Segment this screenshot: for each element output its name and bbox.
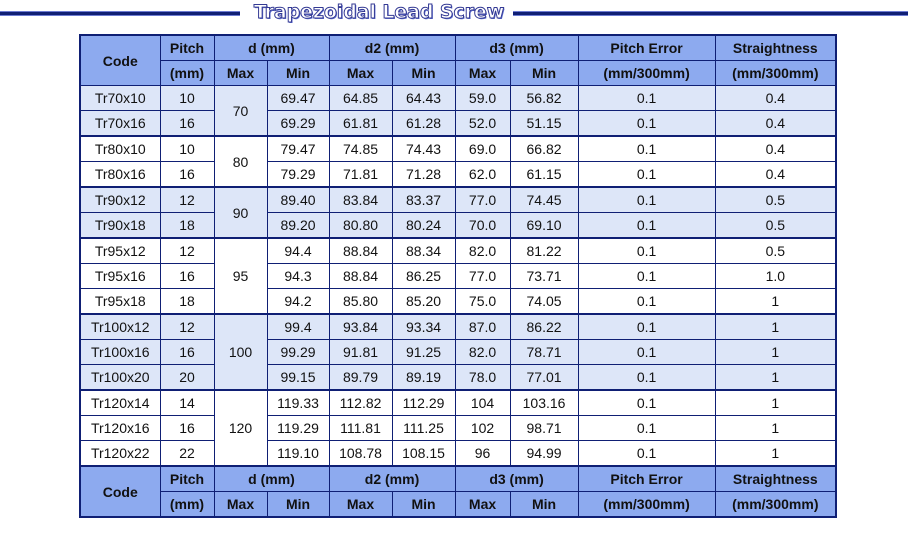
table-row bbox=[80, 390, 836, 416]
cell-straightness: 0.5 bbox=[715, 213, 836, 239]
cell-d2-min: 80.24 bbox=[392, 213, 455, 239]
cell-d2-min: 111.25 bbox=[392, 416, 455, 441]
cell-d-min: 94.4 bbox=[267, 238, 329, 264]
cell-pitch-error: 0.1 bbox=[578, 264, 715, 289]
cell-pitch-error: 0.1 bbox=[578, 340, 715, 365]
cell-pitch-error: 0.1 bbox=[578, 162, 715, 188]
cell-code: Tr120x16 bbox=[80, 416, 160, 441]
cell-code: Tr80x16 bbox=[80, 162, 160, 188]
cell-d3-max: 78.0 bbox=[455, 365, 510, 391]
cell-code: Tr120x14 bbox=[80, 390, 160, 416]
cell-d-max: 80 bbox=[214, 136, 267, 187]
cell-d3-min: 51.15 bbox=[510, 111, 578, 137]
cell-d2-max: 91.81 bbox=[329, 340, 392, 365]
cell-pitch-error: 0.1 bbox=[578, 86, 715, 111]
cell-d3-max: 77.0 bbox=[455, 264, 510, 289]
cell-code: Tr95x16 bbox=[80, 264, 160, 289]
cell-d2-max: 64.85 bbox=[329, 86, 392, 111]
lead-screw-table bbox=[79, 34, 837, 518]
table-row bbox=[80, 86, 836, 111]
cell-pitch-error: 0.1 bbox=[578, 187, 715, 213]
cell-d-min: 99.15 bbox=[267, 365, 329, 391]
cell-d-min: 79.47 bbox=[267, 136, 329, 162]
cell-pitch: 18 bbox=[160, 213, 214, 239]
cell-d-max: 95 bbox=[214, 238, 267, 314]
cell-straightness: 0.4 bbox=[715, 136, 836, 162]
cell-d2-max: 88.84 bbox=[329, 264, 392, 289]
cell-d3-min: 81.22 bbox=[510, 238, 578, 264]
cell-d-max: 90 bbox=[214, 187, 267, 238]
table-row bbox=[80, 187, 836, 213]
footer-pitch-error: Pitch Error bbox=[578, 466, 715, 492]
header-straightness: Straightness bbox=[715, 35, 836, 61]
cell-d3-min: 66.82 bbox=[510, 136, 578, 162]
cell-pitch-error: 0.1 bbox=[578, 111, 715, 137]
cell-straightness: 0.4 bbox=[715, 86, 836, 111]
footer-straightness-unit: (mm/300mm) bbox=[715, 492, 836, 518]
cell-d-min: 89.20 bbox=[267, 213, 329, 239]
header-pitch-unit: (mm) bbox=[160, 61, 214, 86]
cell-d2-min: 61.28 bbox=[392, 111, 455, 137]
cell-d3-min: 98.71 bbox=[510, 416, 578, 441]
cell-d2-max: 93.84 bbox=[329, 314, 392, 340]
cell-d3-max: 104 bbox=[455, 390, 510, 416]
cell-pitch: 10 bbox=[160, 86, 214, 111]
cell-d2-max: 85.80 bbox=[329, 289, 392, 315]
cell-d2-max: 71.81 bbox=[329, 162, 392, 188]
cell-d2-min: 108.15 bbox=[392, 441, 455, 467]
cell-d3-min: 56.82 bbox=[510, 86, 578, 111]
cell-pitch-error: 0.1 bbox=[578, 213, 715, 239]
cell-straightness: 0.5 bbox=[715, 238, 836, 264]
cell-pitch: 16 bbox=[160, 264, 214, 289]
cell-d2-min: 83.37 bbox=[392, 187, 455, 213]
cell-d3-min: 78.71 bbox=[510, 340, 578, 365]
table-body bbox=[80, 86, 836, 467]
cell-code: Tr100x16 bbox=[80, 340, 160, 365]
header-pitch: Pitch bbox=[160, 35, 214, 61]
cell-d3-min: 74.05 bbox=[510, 289, 578, 315]
cell-d2-max: 83.84 bbox=[329, 187, 392, 213]
cell-d2-max: 80.80 bbox=[329, 213, 392, 239]
title-rule-right bbox=[513, 11, 908, 16]
cell-code: Tr95x12 bbox=[80, 238, 160, 264]
cell-d2-min: 89.19 bbox=[392, 365, 455, 391]
cell-d2-min: 86.25 bbox=[392, 264, 455, 289]
cell-d2-max: 112.82 bbox=[329, 390, 392, 416]
cell-pitch: 12 bbox=[160, 187, 214, 213]
cell-pitch: 16 bbox=[160, 162, 214, 188]
table-row bbox=[80, 264, 836, 289]
cell-code: Tr100x12 bbox=[80, 314, 160, 340]
header-d2-max: Max bbox=[329, 61, 392, 86]
footer-d3: d3 (mm) bbox=[455, 466, 578, 492]
header-d2-min: Min bbox=[392, 61, 455, 86]
cell-straightness: 1 bbox=[715, 441, 836, 467]
footer-d-max: Max bbox=[214, 492, 267, 518]
cell-d3-max: 77.0 bbox=[455, 187, 510, 213]
header-d-max: Max bbox=[214, 61, 267, 86]
table-row bbox=[80, 340, 836, 365]
footer-d3-max: Max bbox=[455, 492, 510, 518]
cell-d2-max: 89.79 bbox=[329, 365, 392, 391]
cell-d3-max: 52.0 bbox=[455, 111, 510, 137]
table-row bbox=[80, 289, 836, 315]
title-rule-left bbox=[0, 11, 240, 16]
cell-d3-max: 62.0 bbox=[455, 162, 510, 188]
footer-pitch-error-unit: (mm/300mm) bbox=[578, 492, 715, 518]
cell-code: Tr90x18 bbox=[80, 213, 160, 239]
cell-pitch: 14 bbox=[160, 390, 214, 416]
cell-d2-max: 108.78 bbox=[329, 441, 392, 467]
header-d-min: Min bbox=[267, 61, 329, 86]
cell-d2-min: 71.28 bbox=[392, 162, 455, 188]
cell-d3-max: 82.0 bbox=[455, 238, 510, 264]
cell-d2-min: 64.43 bbox=[392, 86, 455, 111]
table-row bbox=[80, 213, 836, 239]
cell-pitch: 16 bbox=[160, 111, 214, 137]
cell-d2-min: 112.29 bbox=[392, 390, 455, 416]
table-row bbox=[80, 441, 836, 467]
cell-pitch: 16 bbox=[160, 340, 214, 365]
cell-code: Tr120x22 bbox=[80, 441, 160, 467]
cell-d2-min: 93.34 bbox=[392, 314, 455, 340]
cell-code: Tr90x12 bbox=[80, 187, 160, 213]
cell-straightness: 1 bbox=[715, 289, 836, 315]
cell-d2-max: 88.84 bbox=[329, 238, 392, 264]
cell-d-min: 99.4 bbox=[267, 314, 329, 340]
table-row bbox=[80, 162, 836, 188]
cell-pitch-error: 0.1 bbox=[578, 390, 715, 416]
table-row bbox=[80, 314, 836, 340]
footer-d-min: Min bbox=[267, 492, 329, 518]
cell-d-min: 99.29 bbox=[267, 340, 329, 365]
table-row bbox=[80, 365, 836, 391]
cell-straightness: 1 bbox=[715, 314, 836, 340]
cell-d2-max: 111.81 bbox=[329, 416, 392, 441]
cell-d3-min: 103.16 bbox=[510, 390, 578, 416]
cell-d-min: 69.29 bbox=[267, 111, 329, 137]
cell-d3-max: 69.0 bbox=[455, 136, 510, 162]
table-row bbox=[80, 416, 836, 441]
cell-d3-max: 59.0 bbox=[455, 86, 510, 111]
page-title: Trapezoidal Lead Screw bbox=[253, 1, 505, 23]
header-row-sub bbox=[80, 61, 836, 86]
cell-d-max: 70 bbox=[214, 86, 267, 137]
cell-d2-min: 88.34 bbox=[392, 238, 455, 264]
cell-d-min: 119.29 bbox=[267, 416, 329, 441]
cell-pitch: 10 bbox=[160, 136, 214, 162]
cell-d3-min: 69.10 bbox=[510, 213, 578, 239]
cell-d2-min: 85.20 bbox=[392, 289, 455, 315]
cell-d-max: 100 bbox=[214, 314, 267, 390]
cell-d3-max: 75.0 bbox=[455, 289, 510, 315]
header-pitch-error: Pitch Error bbox=[578, 35, 715, 61]
cell-pitch-error: 0.1 bbox=[578, 365, 715, 391]
cell-d3-max: 102 bbox=[455, 416, 510, 441]
cell-d-min: 89.40 bbox=[267, 187, 329, 213]
cell-straightness: 1.0 bbox=[715, 264, 836, 289]
header-straightness-unit: (mm/300mm) bbox=[715, 61, 836, 86]
cell-code: Tr100x20 bbox=[80, 365, 160, 391]
footer-d2-max: Max bbox=[329, 492, 392, 518]
cell-d-min: 119.10 bbox=[267, 441, 329, 467]
cell-d3-min: 61.15 bbox=[510, 162, 578, 188]
cell-pitch: 18 bbox=[160, 289, 214, 315]
footer-d2: d2 (mm) bbox=[329, 466, 455, 492]
cell-d-min: 79.29 bbox=[267, 162, 329, 188]
footer-row-sub bbox=[80, 492, 836, 518]
cell-code: Tr80x10 bbox=[80, 136, 160, 162]
cell-pitch-error: 0.1 bbox=[578, 441, 715, 467]
title-bar bbox=[0, 0, 908, 30]
cell-d3-max: 70.0 bbox=[455, 213, 510, 239]
cell-d2-max: 61.81 bbox=[329, 111, 392, 137]
cell-d3-max: 96 bbox=[455, 441, 510, 467]
cell-straightness: 1 bbox=[715, 340, 836, 365]
cell-d3-min: 74.45 bbox=[510, 187, 578, 213]
cell-pitch: 20 bbox=[160, 365, 214, 391]
header-d3-min: Min bbox=[510, 61, 578, 86]
footer-pitch: Pitch bbox=[160, 466, 214, 492]
cell-pitch-error: 0.1 bbox=[578, 136, 715, 162]
cell-pitch: 22 bbox=[160, 441, 214, 467]
cell-d3-max: 82.0 bbox=[455, 340, 510, 365]
footer-pitch-unit: (mm) bbox=[160, 492, 214, 518]
cell-straightness: 1 bbox=[715, 390, 836, 416]
cell-pitch-error: 0.1 bbox=[578, 238, 715, 264]
header-d3: d3 (mm) bbox=[455, 35, 578, 61]
header-d: d (mm) bbox=[214, 35, 329, 61]
table-row bbox=[80, 136, 836, 162]
cell-code: Tr70x10 bbox=[80, 86, 160, 111]
cell-code: Tr95x18 bbox=[80, 289, 160, 315]
footer-d2-min: Min bbox=[392, 492, 455, 518]
cell-d3-min: 86.22 bbox=[510, 314, 578, 340]
header-row-top bbox=[80, 35, 836, 61]
cell-d2-max: 74.85 bbox=[329, 136, 392, 162]
footer-d: d (mm) bbox=[214, 466, 329, 492]
lead-screw-table-wrapper bbox=[79, 34, 835, 518]
cell-d3-min: 73.71 bbox=[510, 264, 578, 289]
footer-d3-min: Min bbox=[510, 492, 578, 518]
cell-d-max: 120 bbox=[214, 390, 267, 466]
header-pitch-error-unit: (mm/300mm) bbox=[578, 61, 715, 86]
footer-code: Code bbox=[80, 466, 160, 517]
cell-pitch-error: 0.1 bbox=[578, 289, 715, 315]
cell-straightness: 1 bbox=[715, 365, 836, 391]
table-row bbox=[80, 238, 836, 264]
cell-straightness: 0.4 bbox=[715, 162, 836, 188]
cell-straightness: 0.4 bbox=[715, 111, 836, 137]
cell-pitch: 12 bbox=[160, 238, 214, 264]
cell-pitch: 12 bbox=[160, 314, 214, 340]
header-d2: d2 (mm) bbox=[329, 35, 455, 61]
cell-d3-min: 94.99 bbox=[510, 441, 578, 467]
cell-d3-min: 77.01 bbox=[510, 365, 578, 391]
cell-pitch-error: 0.1 bbox=[578, 416, 715, 441]
footer-row-top bbox=[80, 466, 836, 492]
header-d3-max: Max bbox=[455, 61, 510, 86]
cell-straightness: 1 bbox=[715, 416, 836, 441]
cell-d2-min: 91.25 bbox=[392, 340, 455, 365]
cell-d-min: 69.47 bbox=[267, 86, 329, 111]
footer-straightness: Straightness bbox=[715, 466, 836, 492]
header-code: Code bbox=[80, 35, 160, 86]
cell-d3-max: 87.0 bbox=[455, 314, 510, 340]
cell-pitch: 16 bbox=[160, 416, 214, 441]
cell-d-min: 119.33 bbox=[267, 390, 329, 416]
cell-d2-min: 74.43 bbox=[392, 136, 455, 162]
cell-code: Tr70x16 bbox=[80, 111, 160, 137]
cell-d-min: 94.3 bbox=[267, 264, 329, 289]
table-row bbox=[80, 111, 836, 137]
cell-pitch-error: 0.1 bbox=[578, 314, 715, 340]
cell-straightness: 0.5 bbox=[715, 187, 836, 213]
cell-d-min: 94.2 bbox=[267, 289, 329, 315]
